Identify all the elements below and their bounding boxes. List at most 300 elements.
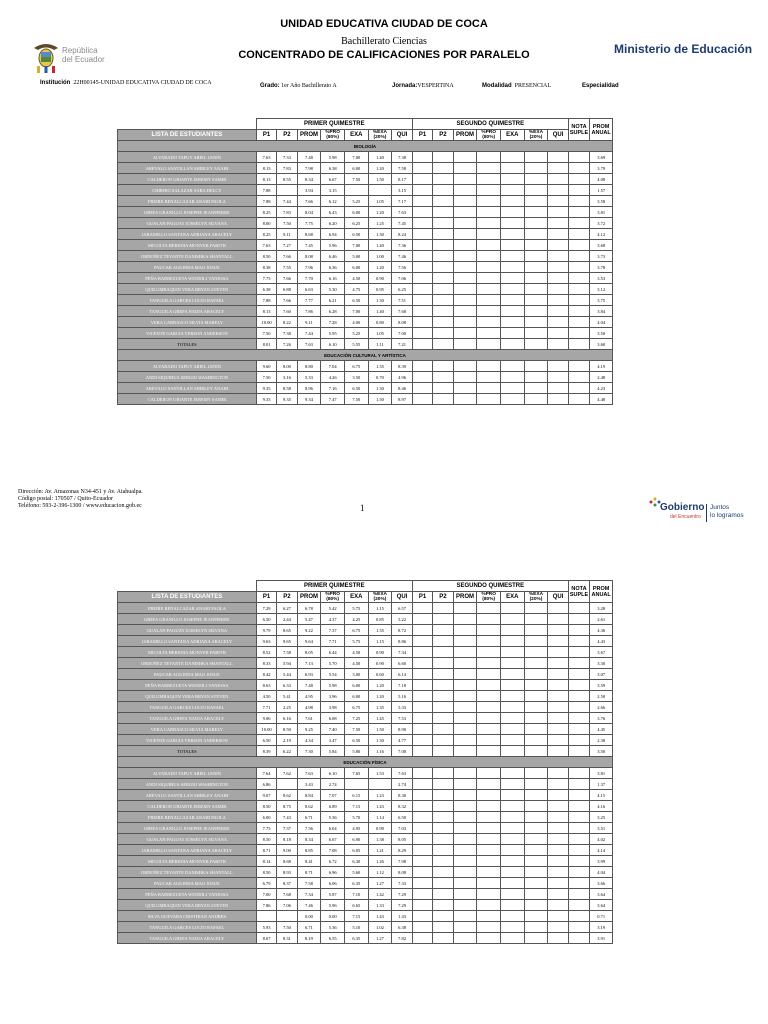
student-name: CALDERON UBIARTE JEREMY SAMIR	[118, 394, 257, 405]
empty-grade-cell	[524, 834, 548, 845]
empty-grade-cell	[568, 372, 590, 383]
empty-grade-cell	[433, 724, 453, 735]
student-name: TANGUILA GARCES LUCIO RAFAEL	[118, 922, 257, 933]
empty-grade-cell	[433, 218, 453, 229]
grade-cell: 6.04	[321, 823, 345, 834]
empty-grade-cell	[433, 933, 453, 944]
grade-cell: 8.41	[297, 856, 321, 867]
empty-grade-cell	[433, 834, 453, 845]
institution-info	[40, 80, 212, 86]
empty-grade-cell	[412, 603, 432, 614]
student-row	[118, 284, 613, 295]
empty-grade-cell	[568, 933, 590, 944]
grade-cell: 6.71	[297, 922, 321, 933]
empty-grade-cell	[433, 383, 453, 394]
grade-cell: 7.88	[256, 295, 276, 306]
grade-cell: 1.40	[368, 240, 392, 251]
grade-cell: 7.50	[256, 372, 276, 383]
empty-grade-cell	[453, 328, 477, 339]
empty-grade-cell	[548, 603, 568, 614]
empty-grade-cell	[548, 933, 568, 944]
empty-grade-cell	[477, 614, 501, 625]
empty-grade-cell	[524, 823, 548, 834]
student-row	[118, 823, 613, 834]
empty-grade-cell	[548, 295, 568, 306]
col-exa20-header: %EXA (20%)	[368, 130, 392, 141]
empty-grade-cell	[453, 746, 477, 757]
empty-grade-cell	[524, 933, 548, 944]
grade-cell: 1.12	[368, 867, 392, 878]
empty-grade-cell	[524, 625, 548, 636]
grade-cell: 3.00	[344, 669, 368, 680]
grade-cell: 6.27	[277, 603, 297, 614]
empty-grade-cell	[548, 174, 568, 185]
grade-cell: 5.25	[344, 328, 368, 339]
col-exa-header: EXA	[501, 592, 525, 603]
grade-cell: 8.05	[392, 834, 413, 845]
grade-cell: 7.83	[277, 207, 297, 218]
empty-grade-cell	[568, 262, 590, 273]
empty-grade-cell	[433, 647, 453, 658]
col-qui-header: QUI	[548, 592, 568, 603]
logo-text-1: República	[62, 46, 98, 55]
grade-cell: 7.58	[277, 647, 297, 658]
empty-grade-cell	[568, 361, 590, 372]
grade-cell: 5.00	[344, 251, 368, 262]
empty-grade-cell	[477, 262, 501, 273]
empty-grade-cell	[524, 779, 548, 790]
grade-cell: 6.44	[321, 647, 345, 658]
empty-grade-cell	[453, 900, 477, 911]
empty-grade-cell	[568, 152, 590, 163]
grade-cell: 6.67	[321, 834, 345, 845]
grade-cell: 9.33	[256, 394, 276, 405]
grade-cell: 6.67	[321, 174, 345, 185]
empty-grade-cell	[501, 823, 525, 834]
grade-cell: 8.34	[297, 174, 321, 185]
student-name: JARAMILLO SANTANA ADRIANA ARACELY	[118, 636, 257, 647]
juntos-text	[710, 504, 744, 520]
school-title: UNIDAD EDUCATIVA CIUDAD DE COCA	[280, 18, 488, 30]
empty-grade-cell	[501, 152, 525, 163]
student-row	[118, 636, 613, 647]
empty-grade-cell	[453, 614, 477, 625]
empty-grade-cell	[453, 933, 477, 944]
totals-label: TOTALES	[118, 746, 257, 757]
footer-line-1: Dirección: Av. Amazonas N34-451 y Av. Atahualpa.	[18, 489, 143, 495]
col-pro80-header: %PRO (80%)	[321, 592, 345, 603]
subject-row	[118, 141, 613, 152]
grade-cell: 1.21	[368, 845, 392, 856]
empty-grade-cell	[568, 768, 590, 779]
empty-grade-cell	[433, 878, 453, 889]
grade-cell: 1.30	[368, 295, 392, 306]
grade-cell: 4.77	[392, 735, 413, 746]
grade-cell: 8.80	[297, 361, 321, 372]
grade-cell: 3.15	[392, 185, 413, 196]
empty-grade-cell	[412, 196, 432, 207]
empty-grade-cell	[568, 317, 590, 328]
column-header-row	[118, 130, 613, 141]
total-cell: 6.22	[277, 746, 297, 757]
empty-grade-cell	[412, 812, 432, 823]
empty-grade-cell	[501, 614, 525, 625]
prom-anual-cell: 4.04	[590, 867, 613, 878]
grade-cell: 8.65	[277, 625, 297, 636]
empty-grade-cell	[477, 218, 501, 229]
empty-grade-cell	[477, 306, 501, 317]
empty-grade-cell	[453, 240, 477, 251]
student-row	[118, 196, 613, 207]
prom-anual-cell: 1.37	[590, 779, 613, 790]
grade-cell: 5.33	[297, 372, 321, 383]
empty-grade-cell	[548, 779, 568, 790]
empty-grade-cell	[568, 724, 590, 735]
empty-grade-cell	[477, 812, 501, 823]
grade-cell: 5.33	[392, 702, 413, 713]
juntos-line-2: lo logramos	[710, 512, 744, 519]
subject-title: EDUCACIÓN FÍSICA	[118, 757, 613, 768]
grade-cell: 8.96	[297, 383, 321, 394]
grade-cell: 7.45	[392, 218, 413, 229]
grade-cell: 7.64	[256, 768, 276, 779]
empty-grade-cell	[568, 735, 590, 746]
prom-anual-cell: 4.14	[590, 845, 613, 856]
empty-grade-cell	[524, 207, 548, 218]
student-row	[118, 713, 613, 724]
empty-grade-cell	[501, 361, 525, 372]
empty-grade-cell	[453, 702, 477, 713]
student-row	[118, 295, 613, 306]
empty-grade-cell	[524, 658, 548, 669]
grade-cell: 1.15	[368, 636, 392, 647]
student-row	[118, 911, 613, 922]
col-pro80-header: %PRO (80%)	[321, 130, 345, 141]
grade-cell: 1.20	[368, 691, 392, 702]
empty-grade-cell	[524, 317, 548, 328]
empty-grade-cell	[433, 658, 453, 669]
empty-grade-cell	[568, 746, 590, 757]
total-cell: 7.00	[392, 746, 413, 757]
student-row	[118, 933, 613, 944]
empty-grade-cell	[477, 361, 501, 372]
empty-grade-cell	[501, 603, 525, 614]
grade-cell: 8.68	[297, 229, 321, 240]
empty-grade-cell	[412, 768, 432, 779]
empty-grade-cell	[524, 702, 548, 713]
student-name: TANGUILA GREFA NADIA ARACELY	[118, 933, 257, 944]
empty-grade-cell	[453, 625, 477, 636]
empty-grade-cell	[433, 372, 453, 383]
empty-grade-cell	[433, 845, 453, 856]
totals-label: TOTALES	[118, 339, 257, 350]
grade-cell: 5.98	[321, 152, 345, 163]
empty-grade-cell	[501, 306, 525, 317]
grade-cell: 7.88	[256, 196, 276, 207]
empty-grade-cell	[453, 790, 477, 801]
prom-anual-cell: 3.58	[590, 196, 613, 207]
grade-cell: 7.82	[392, 933, 413, 944]
prom-anual-cell: 4.15	[590, 790, 613, 801]
grade-cell: 8.00	[256, 218, 276, 229]
empty-grade-cell	[524, 394, 548, 405]
grade-cell: 7.62	[277, 768, 297, 779]
grade-cell: 8.58	[277, 383, 297, 394]
empty-grade-cell	[501, 889, 525, 900]
grade-cell: 9.60	[256, 361, 276, 372]
grade-cell: 7.50	[256, 328, 276, 339]
student-name: QUILUMBAQUIN VERA BRYAN STEVEN	[118, 284, 257, 295]
prom-anual-cell: 3.75	[590, 295, 613, 306]
empty-grade-cell	[433, 306, 453, 317]
empty-grade-cell	[433, 317, 453, 328]
especialidad-label: Especialidad	[582, 83, 619, 89]
empty-grade-cell	[524, 372, 548, 383]
subject-title: BIOLOGÍA	[118, 141, 613, 152]
grade-cell: 7.33	[392, 878, 413, 889]
student-row	[118, 273, 613, 284]
empty-grade-cell	[453, 262, 477, 273]
empty-grade-cell	[568, 284, 590, 295]
grade-cell: 6.36	[321, 262, 345, 273]
empty-grade-cell	[433, 240, 453, 251]
empty-grade-cell	[548, 328, 568, 339]
grade-cell: 6.93	[297, 669, 321, 680]
grade-cell: 6.05	[344, 845, 368, 856]
empty-grade-cell	[501, 812, 525, 823]
empty-grade-cell	[548, 394, 568, 405]
grade-cell: 7.17	[392, 196, 413, 207]
empty-grade-cell	[453, 207, 477, 218]
empty-grade-cell	[568, 625, 590, 636]
grade-cell: 7.56	[392, 262, 413, 273]
empty-grade-cell	[524, 812, 548, 823]
col-qui-header: QUI	[392, 592, 413, 603]
empty-grade-cell	[433, 900, 453, 911]
empty-grade-cell	[568, 658, 590, 669]
grade-cell: 6.28	[321, 306, 345, 317]
grade-cell: 6.50	[344, 229, 368, 240]
student-name: PEÑA BARREZUETA WENDILI VANESSA	[118, 889, 257, 900]
empty-grade-cell	[524, 922, 548, 933]
prom-anual-cell: 3.66	[590, 878, 613, 889]
empty-grade-cell	[453, 185, 477, 196]
prom-anual-cell: 3.25	[590, 812, 613, 823]
empty-grade-cell	[548, 306, 568, 317]
grade-cell: 7.56	[297, 823, 321, 834]
grade-cell: 1.25	[368, 218, 392, 229]
empty-grade-cell	[524, 669, 548, 680]
grade-cell: 7.75	[297, 218, 321, 229]
empty-grade-cell	[568, 823, 590, 834]
grade-cell: 5.95	[321, 328, 345, 339]
empty-grade-cell	[524, 724, 548, 735]
grade-cell: 7.45	[297, 240, 321, 251]
grade-cell: 1.43	[368, 801, 392, 812]
grade-cell: 4.26	[321, 372, 345, 383]
empty-grade-cell	[568, 196, 590, 207]
empty-grade-cell	[524, 614, 548, 625]
empty-grade-cell	[412, 636, 432, 647]
empty-grade-cell	[568, 680, 590, 691]
grade-cell: 6.46	[321, 251, 345, 262]
grade-cell: 9.65	[277, 636, 297, 647]
empty-grade-cell	[433, 790, 453, 801]
empty-grade-cell	[477, 163, 501, 174]
empty-grade-cell	[501, 647, 525, 658]
total-cell: 8.01	[256, 339, 276, 350]
empty-grade-cell	[453, 889, 477, 900]
col-p1-header: P1	[256, 130, 276, 141]
prom-anual-cell: 3.76	[590, 713, 613, 724]
student-row	[118, 218, 613, 229]
student-row	[118, 867, 613, 878]
empty-grade-cell	[433, 702, 453, 713]
gobierno-sub: del Encuentro	[670, 514, 701, 520]
grade-cell: 8.00	[277, 361, 297, 372]
grade-cell: 5.93	[256, 922, 276, 933]
grade-cell: 7.15	[344, 801, 368, 812]
grade-cell: 6.50	[256, 735, 276, 746]
student-name: VICENTE GARCIA YERSON ANDERSON	[118, 735, 257, 746]
grade-cell: 2.74	[321, 779, 345, 790]
grade-cell: 8.62	[277, 790, 297, 801]
empty-grade-cell	[524, 185, 548, 196]
empty-grade-cell	[501, 933, 525, 944]
empty-grade-cell	[412, 295, 432, 306]
empty-grade-cell	[524, 856, 548, 867]
prom-anual-cell: 4.43	[590, 636, 613, 647]
grade-cell: 0.85	[368, 614, 392, 625]
grade-cell: 5.47	[297, 614, 321, 625]
prom-anual-cell: 3.81	[590, 768, 613, 779]
empty-grade-cell	[501, 636, 525, 647]
student-row	[118, 229, 613, 240]
report-title: CONCENTRADO DE CALIFICACIONES POR PARALELO	[238, 49, 530, 61]
prom-anual-cell: 3.68	[590, 240, 613, 251]
empty-grade-cell	[548, 152, 568, 163]
grade-cell: 7.50	[344, 174, 368, 185]
prom-anual-cell: 3.67	[590, 647, 613, 658]
empty-grade-cell	[433, 207, 453, 218]
empty-grade-cell	[548, 207, 568, 218]
prom-anual-cell: 2.61	[590, 614, 613, 625]
grade-cell: 2.25	[277, 702, 297, 713]
empty-grade-cell	[433, 746, 453, 757]
grade-cell: 4.25	[344, 614, 368, 625]
empty-grade-cell	[548, 284, 568, 295]
grade-cell: 8.18	[277, 834, 297, 845]
grade-cell: 7.50	[344, 724, 368, 735]
grade-cell: 8.37	[277, 878, 297, 889]
grado-info	[260, 83, 337, 89]
grade-cell: 6.35	[344, 878, 368, 889]
student-name: TANGUILA GREFA NADIA ARACELY	[118, 713, 257, 724]
student-name: ANDI SIQUIHUA SERGIO WASHINGTON	[118, 372, 257, 383]
prom-anual-cell: 2.58	[590, 691, 613, 702]
empty-grade-cell	[453, 196, 477, 207]
empty-grade-cell	[568, 779, 590, 790]
grade-cell: 7.50	[344, 394, 368, 405]
empty-grade-cell	[433, 856, 453, 867]
grade-cell: 3.47	[321, 735, 345, 746]
empty-grade-cell	[524, 735, 548, 746]
empty-grade-cell	[433, 768, 453, 779]
grade-cell: 1.20	[368, 207, 392, 218]
grade-cell: 8.08	[392, 867, 413, 878]
student-row	[118, 174, 613, 185]
student-name: ALVARADO TAPUY ARIEL LENIN	[118, 361, 257, 372]
empty-grade-cell	[477, 845, 501, 856]
grade-cell: 2.19	[277, 735, 297, 746]
empty-grade-cell	[412, 240, 432, 251]
grade-cell: 7.38	[277, 328, 297, 339]
grade-cell: 1.27	[368, 933, 392, 944]
empty-grade-cell	[568, 163, 590, 174]
nota-suple-header: NOTA SUPLE	[568, 581, 590, 603]
grade-cell: 6.50	[344, 383, 368, 394]
republica-logo	[28, 40, 128, 76]
col-qui-header: QUI	[392, 130, 413, 141]
empty-grade-cell	[433, 152, 453, 163]
grade-cell: 2.74	[392, 779, 413, 790]
empty-grade-cell	[477, 317, 501, 328]
grade-cell: 6.86	[256, 779, 276, 790]
empty-grade-cell	[453, 251, 477, 262]
grade-cell: 7.00	[256, 889, 276, 900]
empty-grade-cell	[548, 317, 568, 328]
grade-cell: 7.06	[277, 900, 297, 911]
q2-header: SEGUNDO QUIMESTRE	[412, 119, 568, 130]
grade-cell: 8.62	[297, 801, 321, 812]
empty-grade-cell	[501, 746, 525, 757]
empty-grade-cell	[412, 262, 432, 273]
grade-cell: 6.25	[344, 218, 368, 229]
grade-cell: 6.60	[392, 658, 413, 669]
grade-cell: 7.83	[277, 163, 297, 174]
empty-grade-cell	[501, 856, 525, 867]
grade-cell: 9.35	[256, 383, 276, 394]
grade-cell: 6.30	[344, 856, 368, 867]
grade-cell: 9.22	[297, 625, 321, 636]
grade-cell: 7.15	[344, 911, 368, 922]
grade-cell: 8.24	[392, 229, 413, 240]
grade-cell: 5.75	[344, 636, 368, 647]
grade-cell: 1.42	[368, 889, 392, 900]
grade-cell: 8.07	[256, 933, 276, 944]
grade-cell: 0.80	[368, 317, 392, 328]
empty-grade-cell	[412, 658, 432, 669]
empty-grade-cell	[501, 394, 525, 405]
grade-cell: 7.18	[392, 680, 413, 691]
prom-anual-cell: 4.04	[590, 317, 613, 328]
grade-cell: 9.79	[256, 625, 276, 636]
col-prom-header: PROM	[297, 592, 321, 603]
empty-grade-cell	[568, 207, 590, 218]
grade-cell: 6.20	[321, 218, 345, 229]
empty-grade-cell	[477, 691, 501, 702]
empty-grade-cell	[412, 361, 432, 372]
empty-grade-cell	[477, 801, 501, 812]
empty-grade-cell	[568, 647, 590, 658]
grade-cell: 7.03	[392, 823, 413, 834]
empty-grade-cell	[548, 647, 568, 658]
student-name: VICENTE GARCIA YERSON ANDERSON	[118, 328, 257, 339]
grado-value: 1er Año Bachillerato A	[281, 83, 337, 89]
empty-grade-cell	[433, 867, 453, 878]
grade-cell: 8.71	[256, 845, 276, 856]
grade-cell	[368, 185, 392, 196]
